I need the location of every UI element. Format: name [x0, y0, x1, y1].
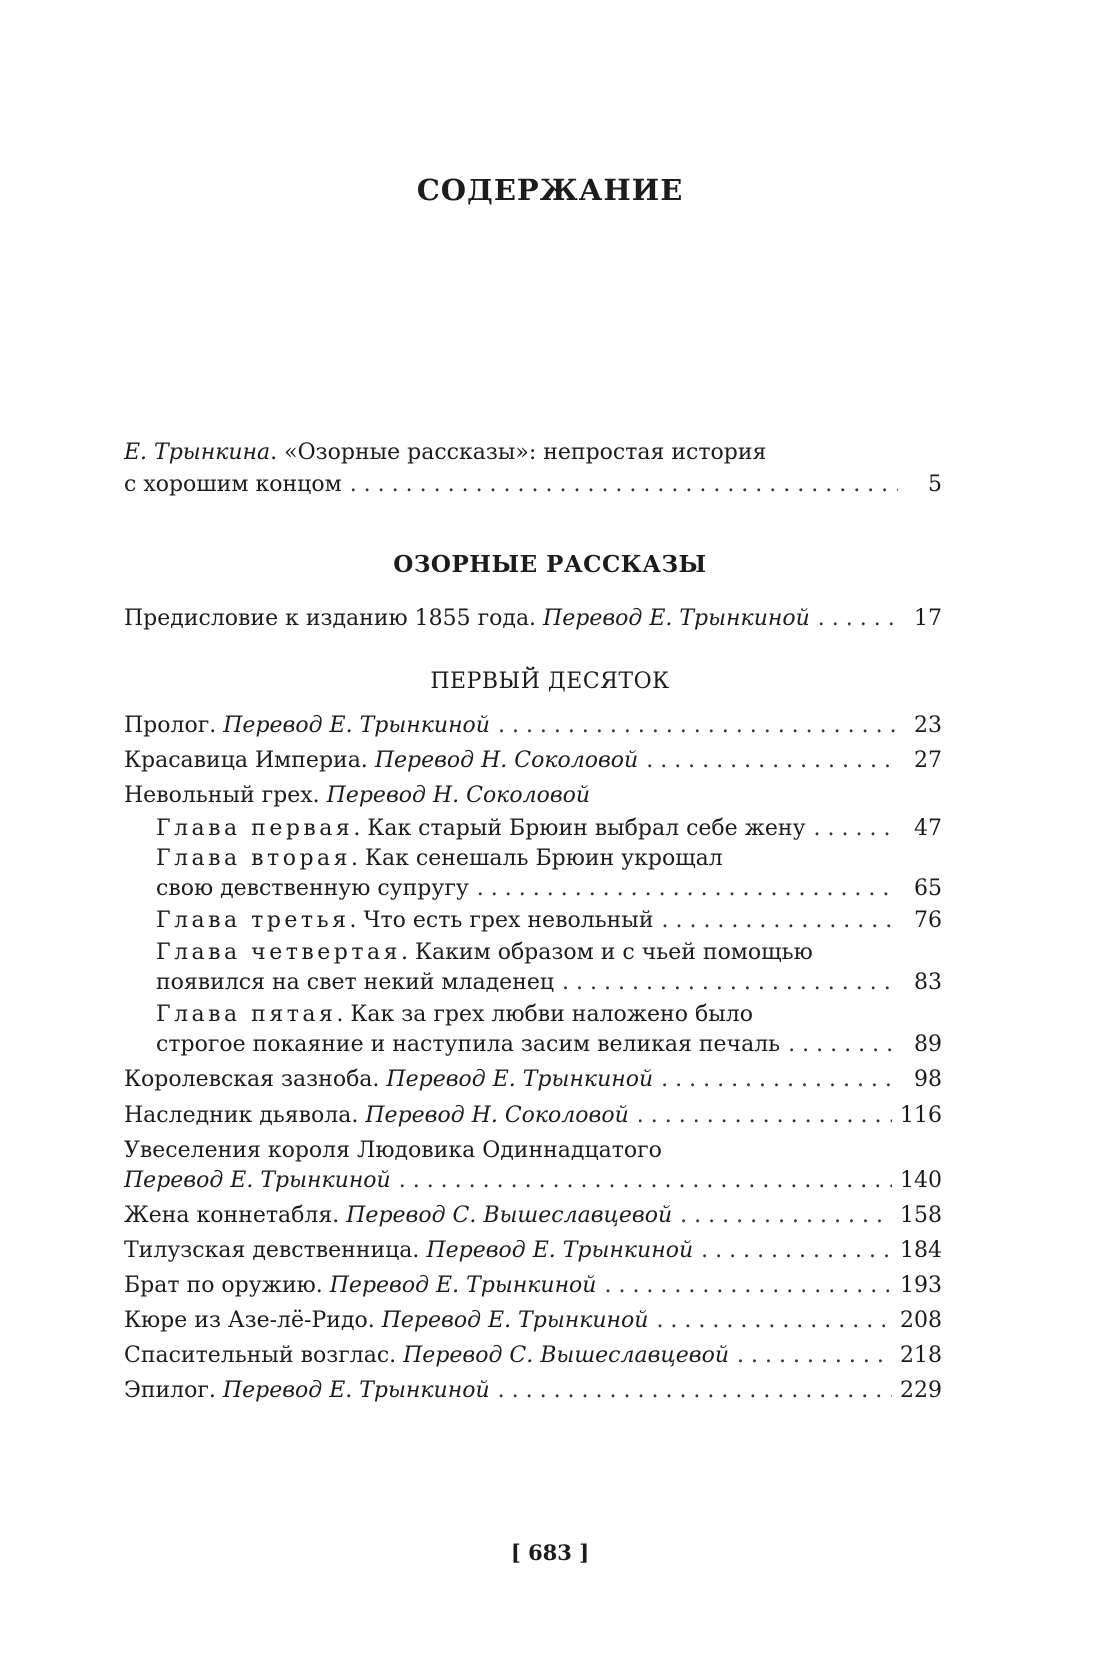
- toc-entry: [124, 1306, 942, 1336]
- page-number: 76: [914, 908, 942, 933]
- dot-leader: [562, 968, 898, 998]
- page-number: 208: [900, 1308, 942, 1333]
- entry-title: Жена коннетабля.: [124, 1203, 347, 1228]
- entry-translator: Перевод С. Вышеславцевой: [403, 1343, 730, 1368]
- subsection-title: ПЕРВЫЙ ДЕСЯТОК: [430, 669, 670, 694]
- chapter-title: . Что есть грех невольный: [349, 908, 654, 933]
- intro-title-line2: с хорошим концом: [124, 472, 342, 497]
- toc-entry-preface: [124, 604, 942, 634]
- toc-entry: [124, 1376, 942, 1406]
- entry-title: Королевская зазноба.: [124, 1067, 387, 1092]
- page-number: 47: [914, 816, 942, 841]
- page-number: 5: [928, 472, 942, 497]
- page-number: 184: [900, 1238, 942, 1263]
- toc-entry-intro-line1: [124, 438, 942, 468]
- chapter-title: . Каким образом и с чьей помощью: [401, 940, 813, 965]
- chapter-label: Глава третья: [156, 908, 350, 933]
- page-number: 83: [914, 970, 942, 995]
- toc-entry-louis-line1: [124, 1136, 942, 1166]
- chapter-title: . Как за грех любви наложено было: [336, 1002, 753, 1027]
- entry-translator: Перевод Е. Трынкиной: [222, 1378, 490, 1403]
- dot-leader: [788, 1030, 898, 1060]
- page-number: 98: [914, 1067, 942, 1092]
- dot-leader: [646, 746, 898, 776]
- toc-chapter-line2: [156, 874, 942, 904]
- toc-chapter-line1: [156, 844, 942, 874]
- entry-translator: Перевод Е. Трынкиной: [381, 1308, 649, 1333]
- entry-translator: Перевод Е. Трынкиной: [543, 606, 810, 631]
- entry-title: Эпилог.: [124, 1378, 223, 1403]
- chapter-label: Глава четвертая: [156, 940, 402, 965]
- dot-leader: [350, 470, 898, 500]
- entry-translator: Перевод Е. Трынкиной: [124, 1168, 391, 1193]
- chapter-label: Глава вторая: [156, 846, 352, 871]
- toc-entry: [124, 711, 942, 741]
- toc-entry: [124, 1236, 942, 1266]
- dot-leader: [818, 604, 898, 634]
- entry-title: Увеселения короля Людовика Одиннадцатого: [124, 1138, 662, 1163]
- dot-leader: [498, 1376, 892, 1406]
- toc-chapter-line1: [156, 938, 942, 968]
- dot-leader: [680, 1201, 892, 1231]
- chapter-title: . Как старый Брюин выбрал себе жену: [353, 816, 806, 841]
- chapter-label: Глава пятая: [156, 1002, 337, 1027]
- page-number: 27: [914, 748, 942, 773]
- chapter-label: Глава первая: [156, 816, 354, 841]
- entry-title: Предисловие к изданию 1855 года.: [124, 606, 544, 631]
- toc-entry-intro-line2: [124, 470, 942, 500]
- toc-entry: [124, 746, 942, 776]
- toc-chapter-line1: [156, 1000, 942, 1030]
- toc-entry: [124, 1271, 942, 1301]
- dot-leader: [737, 1341, 892, 1371]
- page-number: 140: [900, 1168, 942, 1193]
- toc-entry: [124, 1065, 942, 1095]
- entry-title: Брат по оружию.: [124, 1273, 330, 1298]
- dot-leader: [661, 906, 898, 936]
- page-number: 229: [900, 1378, 942, 1403]
- section-title: ОЗОРНЫЕ РАССКАЗЫ: [393, 551, 707, 578]
- toc-chapter-line2: [156, 1030, 942, 1060]
- dot-leader: [701, 1236, 892, 1266]
- entry-translator: Перевод С. Вышеславцевой: [346, 1203, 673, 1228]
- entry-title: Кюре из Азе-лё-Ридо.: [124, 1308, 382, 1333]
- entry-title: Красавица Империа.: [124, 748, 375, 773]
- entry-translator: Перевод Е. Трынкиной: [329, 1273, 597, 1298]
- toc-chapter-line2: [156, 968, 942, 998]
- intro-author: Е. Трынкина: [124, 440, 271, 465]
- entry-title: Тилузская девственница.: [124, 1238, 427, 1263]
- dot-leader: [661, 1065, 898, 1095]
- entry-translator: Перевод Н. Соколовой: [326, 783, 591, 808]
- page-number: 89: [914, 1032, 942, 1057]
- chapter-title-cont: появился на свет некий младенец: [156, 970, 555, 995]
- page-number: 218: [900, 1343, 942, 1368]
- toc-entry-story: [124, 781, 942, 811]
- dot-leader: [399, 1166, 892, 1196]
- chapter-title-cont: свою девственную супругу: [156, 876, 469, 901]
- page-number: 65: [914, 876, 942, 901]
- page-title: СОДЕРЖАНИЕ: [416, 173, 684, 207]
- entry-title: Спасительный возглас.: [124, 1343, 404, 1368]
- page-number: 158: [900, 1203, 942, 1228]
- toc-entry-louis-line2: [124, 1166, 942, 1196]
- entry-translator: Перевод Е. Трынкиной: [386, 1067, 654, 1092]
- dot-leader: [656, 1306, 892, 1336]
- dot-leader: [604, 1271, 892, 1301]
- toc-entry: [124, 1341, 942, 1371]
- dot-leader: [814, 814, 898, 844]
- entry-translator: Перевод Е. Трынкиной: [426, 1238, 694, 1263]
- toc-chapter: [156, 814, 942, 844]
- toc-chapter: [156, 906, 942, 936]
- dot-leader: [477, 874, 898, 904]
- page-number: 116: [900, 1103, 942, 1128]
- entry-title: Пролог.: [124, 713, 224, 738]
- toc-entry: [124, 1201, 942, 1231]
- toc-entry: [124, 1101, 942, 1131]
- folio-page-number: [ 683 ]: [510, 1540, 590, 1565]
- page-number: 17: [914, 606, 942, 631]
- entry-translator: Перевод Е. Трынкиной: [223, 713, 490, 738]
- dot-leader: [498, 711, 898, 741]
- page-number: 23: [914, 713, 942, 738]
- dot-leader: [637, 1101, 892, 1131]
- chapter-title: . Как сенешаль Брюин укрощал: [351, 846, 723, 871]
- entry-title: Наследник дьявола.: [124, 1103, 366, 1128]
- intro-title-line1: . «Озорные рассказы»: непростая история: [270, 440, 767, 465]
- chapter-title-cont: строгое покаяние и наступила засим великая печаль: [156, 1032, 781, 1057]
- entry-translator: Перевод Н. Соколовой: [374, 748, 639, 773]
- entry-translator: Перевод Н. Соколовой: [365, 1103, 629, 1128]
- page-number: 193: [900, 1273, 942, 1298]
- entry-title: Невольный грех.: [124, 783, 327, 808]
